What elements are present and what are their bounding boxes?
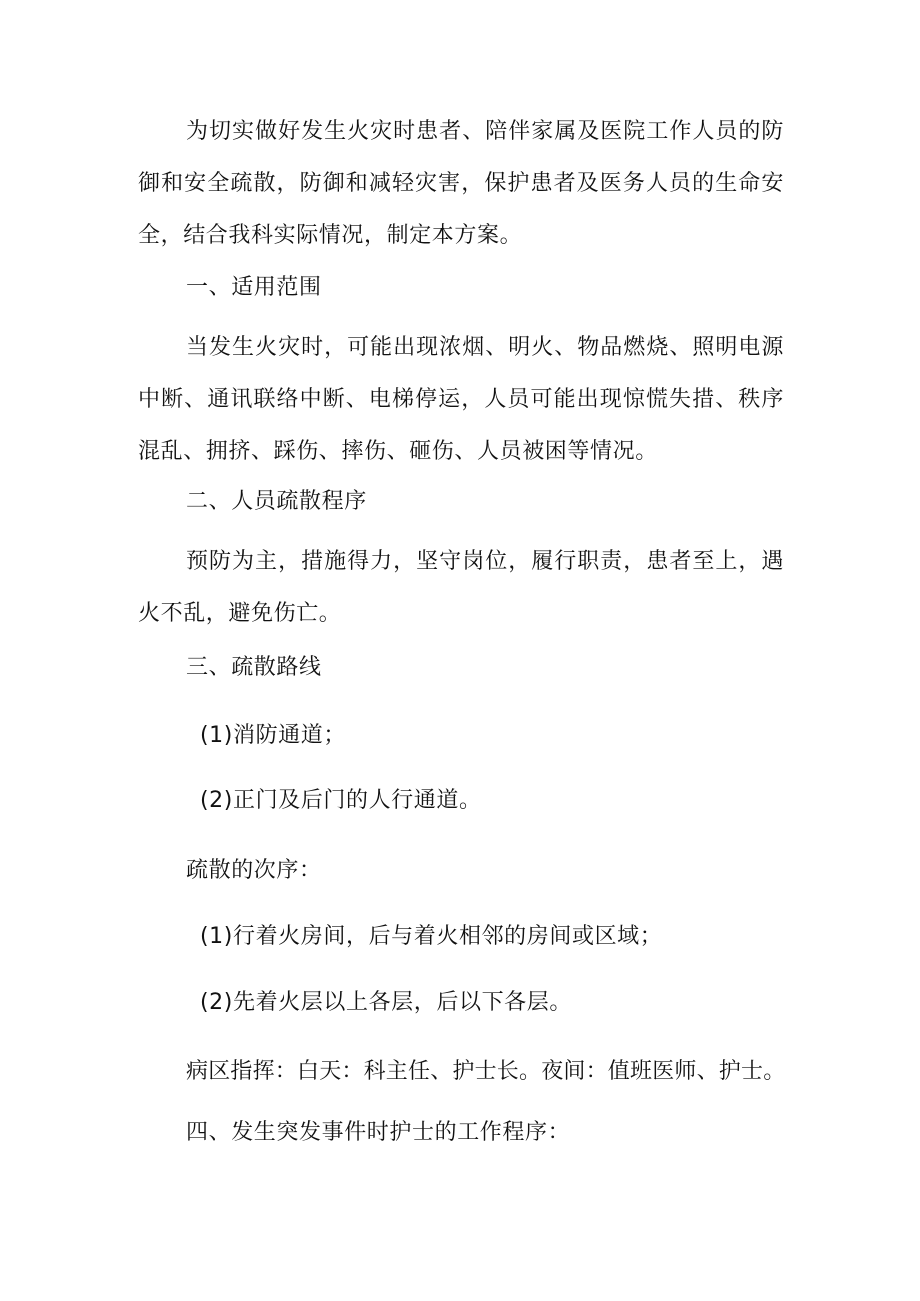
section-heading-scope: 一、适用范围 [186,275,322,300]
ward-command-paragraph: 病区指挥：白天：科主任、护士长。夜间：值班医师、护士。 [186,1059,786,1084]
route-item-1: (1)消防通道； [200,723,346,748]
scope-paragraph: 当发生火灾时，可能出现浓烟、明火、物品燃烧、照明电源中断、通讯联络中断、电梯停运，人员可能出现惊慌失措、秩序混乱、拥挤、踩伤、摔伤、砸伤、人员被困等情况。 [138,335,784,464]
procedure-paragraph: 预防为主，措施得力，坚守岗位，履行职责，患者至上，遇火不乱，避免伤亡。 [138,549,784,626]
order-item-2: (2)先着火层以上各层，后以下各层。 [200,990,572,1015]
intro-paragraph: 为切实做好发生火灾时患者、陪伴家属及医院工作人员的防御和安全疏散，防御和减轻灾害，保护患者及医务人员的生命安全，结合我科实际情况，制定本方案。 [138,119,784,248]
route-item-2: (2)正门及后门的人行通道。 [200,788,482,813]
section-heading-evacuation-procedure: 二、人员疏散程序 [186,489,367,514]
order-item-1: (1)行着火房间，后与着火相邻的房间或区域； [200,924,663,949]
section-heading-evacuation-route: 三、疏散路线 [186,655,322,680]
section-heading-nurse-procedure: 四、发生突发事件时护士的工作程序： [186,1120,571,1145]
evacuation-order-heading: 疏散的次序： [186,858,322,883]
